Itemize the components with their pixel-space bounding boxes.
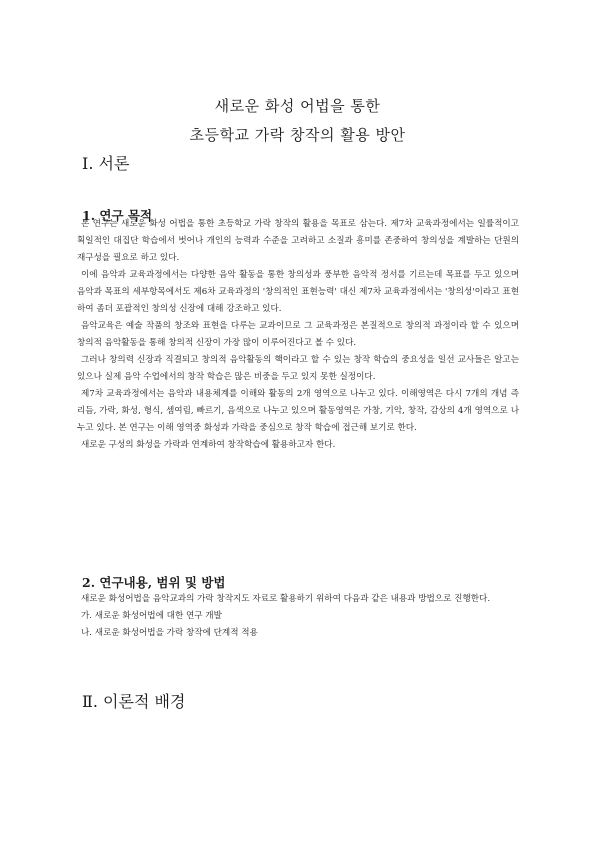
section-1-paragraph-2: 이에 음악과 교육과정에서는 다양한 음악 활동을 통한 창의성과 풍부한 음악적 정서를 기르는데 목표를 두고 있으며 음악과 목표의 세부항목에서도 제6차 교육과정의 '창의적인 표현능력' 대신 제7차 교육과정에서는 '창의성'이라고 표현하여 좀더 포괄적인 창의성 신장에 대해 강조하고 있다.: [77, 270, 519, 314]
section-1-paragraph-6: 새로운 구성의 화성을 가락과 연계하여 창작학습에 활용하고자 한다.: [81, 440, 336, 450]
section-2-item-2: 나. 새로운 화성어법을 가락 창작에 단계적 적용: [81, 628, 258, 638]
section-1-paragraph-1: 본 연구는 새로운 화성 어법을 통한 초등학교 가락 창작의 활용을 목표로 삼는다. 제7차 교육과정에서는 일률적이고 획일적인 대집단 학습에서 벗어나 개인의 능력과 수준을 고려하고 소질과 흥미를 존중하여 창의성을 계발하는 단원의 재구성을 필요로 하고 있다.: [77, 219, 519, 263]
section-2-heading: 2. 연구내용, 범위 및 방법: [82, 575, 226, 590]
document-title-line-1: 새로운 화성 어법을 통한: [214, 97, 381, 115]
chapter-2-heading: Ⅱ. 이론적 배경: [82, 692, 186, 711]
section-2-body: [77, 591, 519, 642]
section-2-item-1: 가. 새로운 화성어법에 대한 연구 개발: [81, 611, 222, 621]
chapter-1-heading: Ⅰ. 서론: [82, 154, 130, 173]
document-title-line-2: 초등학교 가락 창작의 활용 방안: [189, 126, 406, 144]
section-1-body: [77, 216, 519, 454]
section-1-paragraph-3: 음악교육은 예술 작품의 창조와 표현을 다루는 교과이므로 그 교육과정은 본질적으로 창의적 과정이라 할 수 있으며 창의적 음악활동을 통해 창의적 신장이 가장 많이 이루어진다고 볼 수 있다.: [77, 321, 519, 348]
section-1-paragraph-5: 제7차 교육과정에서는 음악과 내용체계를 이해와 활동의 2개 영역으로 나누고 있다. 이해영역은 다시 7개의 개념 즉 리듬, 가락, 화성, 형식, 셈여림, 빠르기, 음색으로 나누고 있으며 활동영역은 가창, 기악, 창작, 감상의 4개 영역으로 나누고 있다. 본 연구는 이해 영역중 화성과 가락을 중심으로 창작 학습에 접근해 보기로 한다.: [77, 389, 519, 433]
section-1-heading: 1. 연구 목적: [82, 208, 153, 223]
section-1-paragraph-4: 그러나 창의력 신장과 직결되고 창의적 음악활동의 핵이라고 할 수 있는 창작 학습의 중요성을 일선 교사들은 알고는 있으나 실제 음악 수업에서의 창작 학습은 많은 비중을 두고 있지 못한 실정이다.: [77, 355, 519, 382]
section-2-intro: 새로운 화성어법을 음악교과의 가락 창작지도 자료로 활용하기 위하여 다음과 같은 내용과 방법으로 진행한다.: [81, 594, 491, 604]
